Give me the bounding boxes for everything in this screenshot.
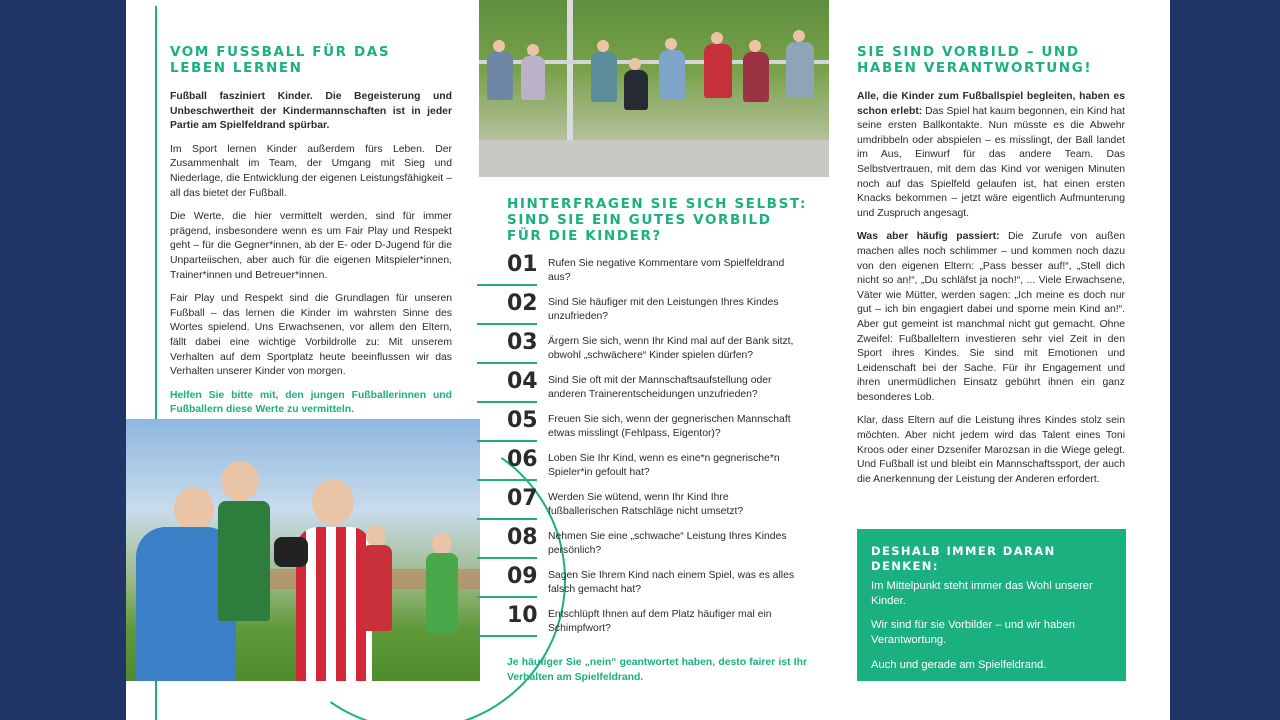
question-text: Rufen Sie negative Kommentare vom Spielfeldrand aus? [548, 258, 785, 284]
question-underline [477, 362, 537, 364]
question-text: Sind Sie oft mit der Mannschaftsaufstellung oder anderen Trainerentscheidungen unzufrieden? [548, 375, 772, 401]
right-paragraph-2-lead: Was aber häufig passiert: [857, 231, 1000, 243]
question-item [507, 486, 807, 529]
right-column [857, 44, 1125, 496]
middle-footer: Je häufiger Sie „nein“ geantwortet haben, desto fairer ist Ihr Verhalten am Spielfeldrand. [507, 657, 807, 683]
question-number: 01 [507, 252, 538, 277]
question-text: Freuen Sie sich, wenn der gegnerischen Mannschaft etwas misslingt (Fehlpass, Eigentor)? [548, 414, 791, 440]
question-underline [477, 284, 537, 286]
question-underline [477, 401, 537, 403]
right-paragraph-3: Klar, dass Eltern auf die Leistung ihres Kindes stolz sein möchten. Aber nicht jedem wird das Talent eines Toni Kroos oder einer Dzsenifer Marozsan in die Wiege gelegt. Und Fußball ist und bleibt ein Mannschaftssport, der auch die Anerkennung der Leistung der Anderen erfordert. [857, 415, 1125, 485]
left-heading: VOM FUSSBALL FÜR DAS LEBEN LERNEN [170, 44, 391, 76]
reminder-heading: DESHALB IMMER DARAN DENKEN: [871, 544, 1056, 573]
left-intro: Fußball fasziniert Kinder. Die Begeisterung und Unbeschwertheit der Kindermannschaften ist in jeder Partie am Spielfeldrand spürbar. [170, 91, 452, 132]
question-text: Sagen Sie Ihrem Kind nach einem Spiel, was es alles falsch gemacht hat? [548, 570, 795, 596]
left-paragraph-1: Im Sport lernen Kinder außerdem fürs Leben. Der Zusammenhalt im Team, der Umgang mit Sieg und Niederlage, die Entwicklung der eigenen Leistungsfähigkeit – all das bietet der Fußball. [170, 143, 452, 199]
question-number: 10 [507, 603, 538, 628]
photo-parents-clapping [479, 0, 829, 177]
left-column [170, 44, 452, 427]
right-paragraph-1 [857, 90, 1125, 221]
question-number: 05 [507, 408, 538, 433]
question-item [507, 525, 807, 568]
middle-column [507, 196, 807, 694]
reminder-box [857, 529, 1126, 681]
question-item [507, 408, 807, 451]
question-underline [477, 323, 537, 325]
question-underline [477, 440, 537, 442]
question-underline [477, 518, 537, 520]
question-underline [477, 635, 537, 637]
right-paragraph-1-body: Das Spiel hat kaum begonnen, ein Kind hat seine ersten Ballkontakte. Nun müsste es die Abwehr umdribbeln oder abspielen – es misslingt, der Ball landet im Aus, Einwurf für das andere Team. Das Selbstvertrauen, mit dem das Kind vor wenigen Minuten noch auf das Spielfeld gelaufen ist, hat einen ersten Knacks bekommen – jetzt wäre eigentlich Aufmunterung und Zuspruch angesagt. [857, 105, 1126, 219]
question-text: Ärgern Sie sich, wenn Ihr Kind mal auf der Bank sitzt, obwohl „schwächere“ Kinder spielen dürfen? [548, 336, 794, 362]
question-item [507, 291, 807, 334]
reminder-line-1: Im Mittelpunkt steht immer das Wohl unserer Kinder. [871, 580, 1093, 607]
right-paragraph-2 [857, 230, 1125, 405]
question-text: Entschlüpft Ihnen auf dem Platz häufiger mal ein Schimpfwort? [548, 609, 772, 635]
question-number: 02 [507, 291, 538, 316]
question-number: 04 [507, 369, 538, 394]
question-text: Loben Sie Ihr Kind, wenn es eine*n gegnerische*n Spieler*in gefoult hat? [548, 453, 780, 479]
question-number: 03 [507, 330, 538, 355]
question-item [507, 564, 807, 607]
question-text: Nehmen Sie eine „schwache“ Leistung Ihres Kindes persönlich? [548, 531, 787, 557]
question-text: Werden Sie wütend, wenn Ihr Kind Ihre fußballerischen Ratschläge nicht umsetzt? [548, 492, 744, 518]
question-number: 08 [507, 525, 538, 550]
question-number: 09 [507, 564, 538, 589]
question-item [507, 447, 807, 490]
question-text: Sind Sie häufiger mit den Leistungen Ihres Kindes unzufrieden? [548, 297, 779, 323]
question-number: 07 [507, 486, 538, 511]
reminder-line-2: Wir sind für sie Vorbilder – und wir haben Verantwortung. [871, 619, 1075, 646]
brochure-page [126, 0, 1170, 720]
reminder-line-3: Auch und gerade am Spielfeldrand. [871, 658, 1047, 671]
right-paragraph-1-lead: Alle, die Kinder zum Fußballspiel begleiten, haben es schon erlebt: [857, 91, 1125, 117]
right-paragraph-2-body: Die Zurufe von außen machen alles noch schlimmer – und kommen noch dazu von den eigenen Eltern: „Pass besser auf!“, „Stell dich nicht so an!“, „Du schläfst ja noch!“, ... Viele Erwachsene, Väter wie Mütter, werden sagen: „Ich meine es doch nur gut – ich bin engagiert dabei und sporne mein Kind an!“. Aber gut gemeint ist manchmal nicht gut gemacht. Ohne Zweifel: Fußballeltern investieren sehr viel Zeit in den Sport ihres Kindes. Sie sind mit Emotionen und Leidenschaft bei der Sache. Für ihr Engagement und ihren unermüdlichen Einsatz gebührt ihnen ein ganz besonderes Lob. [857, 231, 1125, 403]
question-item [507, 603, 807, 646]
right-heading: SIE SIND VORBILD – UND HABEN VERANTWORTUNG! [857, 44, 1093, 76]
question-underline [477, 479, 537, 481]
left-callout: Helfen Sie bitte mit, den jungen Fußballerinnen und Fußballern diese Werte zu vermitteln. [170, 389, 452, 416]
question-underline [477, 557, 537, 559]
left-paragraph-2: Die Werte, die hier vermittelt werden, sind für immer prägend, insbesondere wenn es um Fair Play und Respekt geht – für die Gegner*innen, ab der E- oder D-Jugend für die Unparteiischen, aber auch für die eigenen Mitspieler*innen, Trainer*innen und Betreuer*innen. [170, 211, 452, 281]
left-paragraph-3: Fair Play und Respekt sind die Grundlagen für unseren Fußball – das lernen die Kinder im wahrsten Sinne des Wortes spielend. Uns Erwachsenen, vor allem den Eltern, fällt dabei eine wichtige Vorbildrolle zu: Mit unserem Verhalten auf dem Sportplatz heute beeinflussen wir das Verhalten unserer Kinder von morgen. [170, 293, 452, 378]
question-item [507, 330, 807, 373]
question-number: 06 [507, 447, 538, 472]
question-item [507, 369, 807, 412]
question-item [507, 252, 807, 295]
middle-heading: HINTERFRAGEN SIE SICH SELBST: SIND SIE EIN GUTES VORBILD FÜR DIE KINDER? [507, 196, 807, 244]
question-list [507, 252, 807, 646]
question-underline [477, 596, 537, 598]
